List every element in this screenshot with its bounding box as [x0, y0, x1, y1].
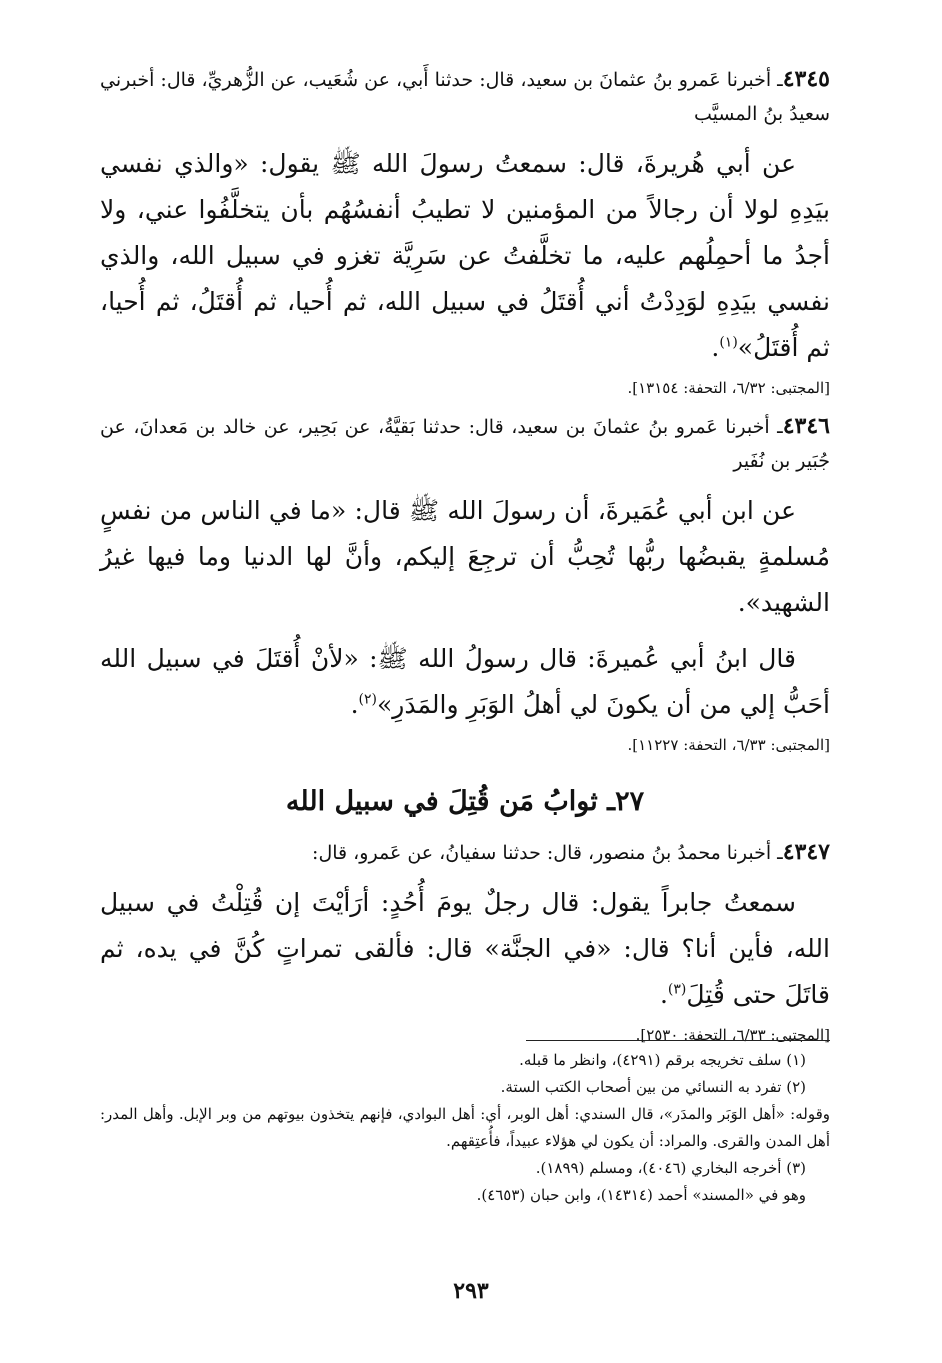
matn-text: سمعتُ جابراً يقول: قال رجلٌ يومَ أُحُدٍ: أرَأيْتَ إن قُتِلْتُ في سبيل الله، فأين أنا؟ قال: «في الجنَّة» قال: فألقى تمراتٍ كُنَّ في يده، ثم قاتَلَ حتى قُتِلَ — [100, 888, 830, 1009]
hadith-4347-matn — [100, 880, 830, 1018]
hadith-4346-reference: [المجتبى: ٦/٣٣، التحفة: ١١٢٢٧]. — [627, 736, 830, 754]
hadith-4347-isnad — [100, 835, 830, 870]
footnotes — [100, 1040, 830, 1209]
footnote-ref: (٢) — [358, 691, 377, 708]
hadith-4345-isnad — [100, 62, 830, 131]
page-body — [100, 62, 830, 1056]
chapter-title: ٢٧ـ ثوابُ مَن قُتِلَ في سبيل الله — [285, 786, 645, 817]
hadith-number: ٤٣٤٦ — [782, 413, 830, 439]
matn-ending: . — [659, 980, 668, 1009]
hadith-number: ٤٣٤٧ — [782, 839, 830, 865]
hadith-4346-matn-2 — [100, 636, 830, 728]
isnad-text: ـ أخبرنا عَمرو بنُ عثمانَ بن سعيد، قال: حدثنا بَقيَّةُ، عن بَحِير، عن خالد بن مَعدانَ، عن جُبَير بن نُفَير — [100, 416, 830, 472]
footnote-3-continued: وهو في «المسند» أحمد (١٤٣١٤)، وابن حبان (٤٦٥٣). — [476, 1186, 806, 1204]
hadith-4346-matn-1: عن ابن أبي عُمَيرةَ، أن رسولَ الله ﷺ قال: «ما في الناس من نفسٍ مُسلمةٍ يقبضُها ربُّها تُحِبُّ أن ترجِعَ إليكم، وأنَّ لها الدنيا وما فيها غيرُ الشهيد». — [100, 496, 830, 617]
hadith-4345-matn — [100, 141, 830, 371]
hadith-4347-reference: [المجتبى: ٦/٣٣، التحفة: ٢٥٣٠]. — [635, 1026, 830, 1044]
footnote-3: (٣) أخرجه البخاري (٤٠٤٦)، ومسلم (١٨٩٩). — [535, 1159, 806, 1177]
footnote-1: (١) سلف تخريجه برقم (٤٢٩١)، وانظر ما قبله. — [519, 1051, 806, 1069]
isnad-text: ـ أخبرنا محمدُ بنُ منصور، قال: حدثنا سفيانُ، عن عَمرو، قال: — [312, 842, 783, 864]
footnote-2-commentary: وقوله: «أهل الوَبَر والمدَر»، قال السندي: أهل الوبر، أي: أهل البوادي، فإنهم يتخذون بيوتهم من وبر الإبل. وأهل المدر: أهل المدن والقرى. والمراد: أن يكون لي هؤلاء عبيداً، فأُعتِقهم. — [100, 1105, 830, 1150]
matn-text: عن أبي هُريرةَ، قال: سمعتُ رسولَ الله ﷺ يقول: «والذي نفسي بيَدِهِ لولا أن رجالاً من المؤمنين لا تطيبُ أنفسُهُم بأن يتخلَّفُوا عني، ولا أجدُ ما أحمِلُهم عليه، ما تخلَّفتُ عن سَرِيَّة تغزو في سبيل الله، والذي نفسي بيَدِهِ لوَدِدْتُ أني أُقتَلُ في سبيل الله، ثم أُحيا، ثم أُقتَلُ، ثم أُحيا، ثم أُقتَلُ» — [100, 149, 830, 362]
footnote-divider — [526, 1040, 830, 1041]
matn-text: قال ابنُ أبي عُميرةَ: قال رسولُ الله ﷺ: «لأنْ أُقتَلَ في سبيل الله أحَبُّ إلي من أن يكونَ لي أهلُ الوَبَرِ والمَدَرِ» — [100, 644, 830, 719]
matn-ending: . — [350, 690, 359, 719]
footnote-ref: (١) — [719, 334, 738, 351]
footnote-ref: (٣) — [667, 981, 687, 998]
matn-ending: . — [711, 333, 720, 362]
hadith-4346-isnad — [100, 409, 830, 478]
hadith-number: ٤٣٤٥ — [782, 66, 830, 92]
footnote-2: (٢) تفرد به النسائي من بين أصحاب الكتب الستة. — [500, 1078, 806, 1096]
hadith-4345-reference: [المجتبى: ٦/٣٢، التحفة: ١٣١٥٤]. — [627, 379, 830, 397]
page-number: ٢٩٣ — [453, 1278, 489, 1304]
isnad-text: ـ أخبرنا عَمرو بنُ عثمانَ بن سعيد، قال: حدثنا أَبي، عن شُعَيب، عن الزُّهريِّ، قال: أخبرني سعيدُ بنُ المسيَّب — [100, 69, 830, 125]
